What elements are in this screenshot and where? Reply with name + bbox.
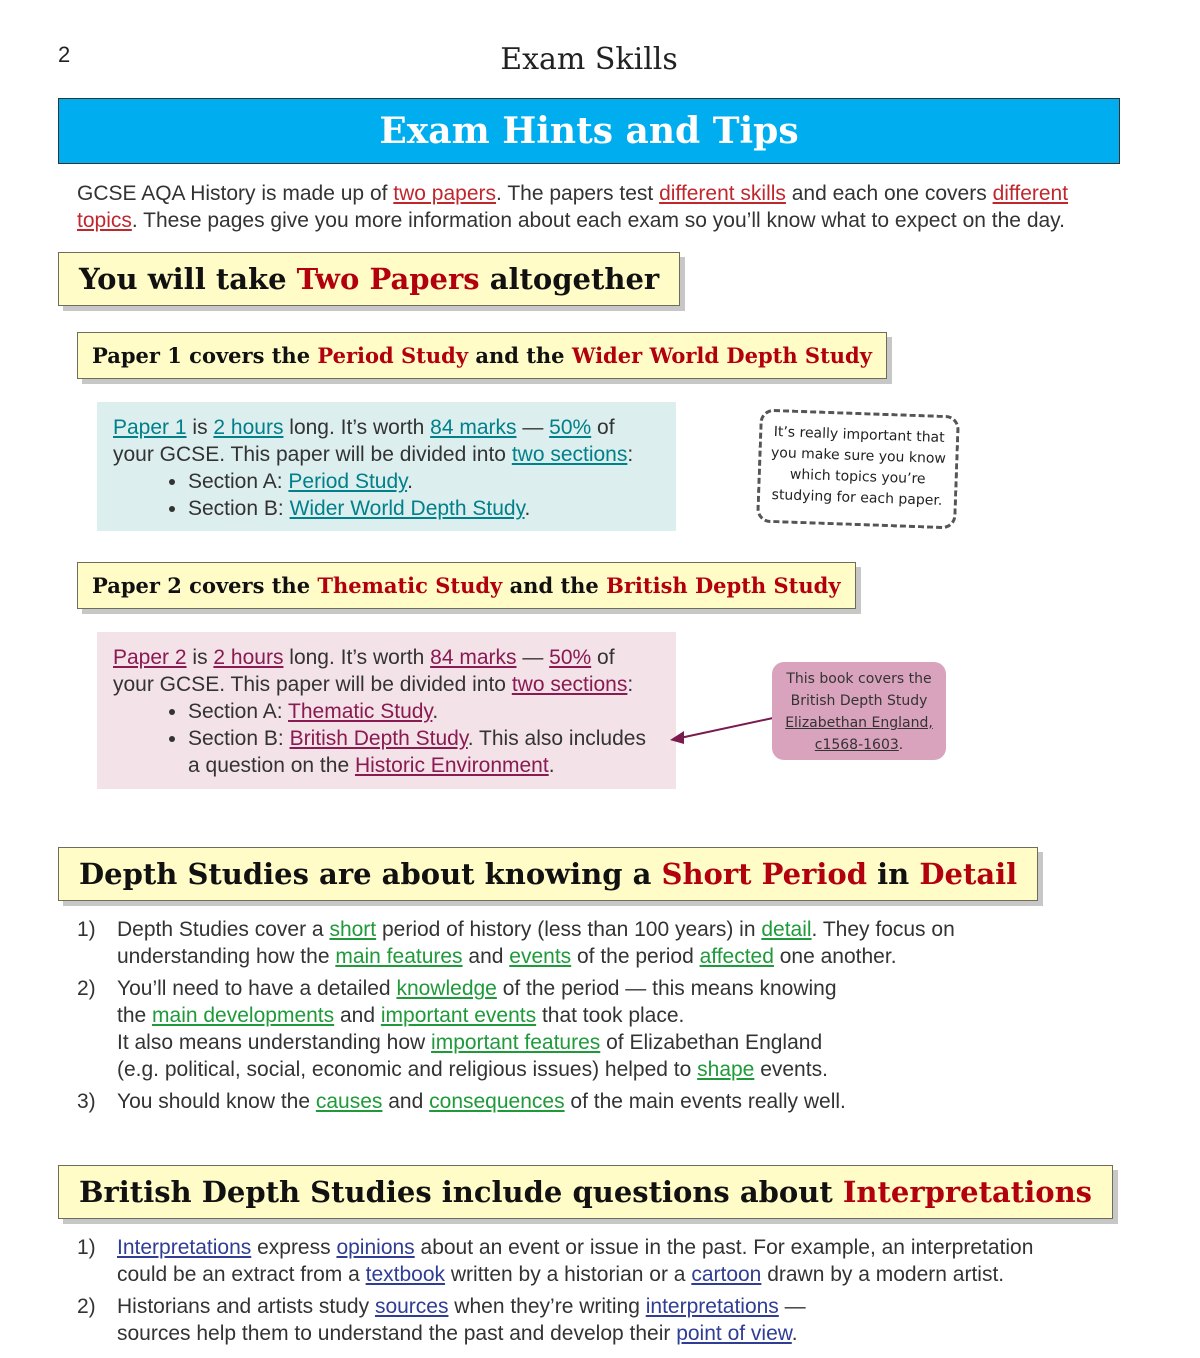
paper-2-sections-list bbox=[113, 698, 660, 779]
heading-text: and the bbox=[468, 343, 572, 368]
list-number: 1) bbox=[77, 918, 96, 941]
body-text: long. It’s worth bbox=[283, 646, 431, 669]
list-number: 2) bbox=[77, 977, 96, 1000]
body-text: of the period — this means knowing the bbox=[117, 977, 837, 1027]
heading-highlight: Thematic Study bbox=[317, 573, 503, 598]
link-different-topics[interactable]: different topics bbox=[77, 182, 1069, 232]
body-text: drawn by a modern artist. bbox=[761, 1263, 1005, 1286]
link-short[interactable]: short bbox=[329, 918, 377, 941]
body-text: that took place. bbox=[536, 1004, 685, 1027]
list-number: 1) bbox=[77, 1236, 96, 1259]
body-text: It also means understanding how bbox=[117, 1031, 432, 1054]
heading-text: Paper 1 covers the bbox=[92, 343, 318, 368]
heading-text: Depth Studies are about knowing a bbox=[79, 857, 662, 891]
link-important-features[interactable]: important features bbox=[431, 1031, 601, 1054]
body-text: Depth Studies cover a bbox=[117, 918, 330, 941]
link-point-of-view[interactable]: point of view bbox=[676, 1322, 792, 1345]
body-text: of the main events really well. bbox=[564, 1090, 846, 1113]
link-interpretations[interactable]: Interpretations bbox=[117, 1236, 252, 1259]
heading-highlight: Period Study bbox=[317, 343, 469, 368]
intro-text: . These pages give you more information about each exam so you’ll know what to expect on the day. bbox=[131, 209, 1065, 232]
link-elizabethan-england[interactable]: Elizabethan England, c1568-1603 bbox=[785, 715, 933, 753]
list-text bbox=[117, 975, 847, 1083]
body-text: Section B: bbox=[188, 497, 290, 520]
body-text: and bbox=[334, 1004, 381, 1027]
body-text: express bbox=[251, 1236, 337, 1259]
link-different-skills[interactable]: different skills bbox=[659, 182, 786, 205]
body-text: of the period bbox=[571, 945, 700, 968]
list-number: 2) bbox=[77, 1295, 96, 1318]
body-text: You should know the bbox=[117, 1090, 316, 1113]
body-text: one another. bbox=[773, 945, 897, 968]
heading-highlight: Detail bbox=[919, 857, 1018, 891]
paper-2-info-panel bbox=[97, 632, 676, 789]
body-text: when they’re writing bbox=[448, 1295, 646, 1318]
note-text: This book covers the British Depth Study bbox=[786, 671, 932, 709]
body-text: . They focus on understanding how the bbox=[117, 918, 955, 968]
paper-1-info-panel bbox=[97, 402, 676, 531]
body-text: . bbox=[432, 700, 439, 723]
link-84-marks[interactable]: 84 marks bbox=[430, 416, 517, 439]
heading-text: British Depth Studies include questions about bbox=[79, 1175, 843, 1209]
intro-text: and each one covers bbox=[785, 182, 993, 205]
topics-tip-note: It’s really important that you make sure you know which topics you’re studying for each paper. bbox=[756, 409, 960, 530]
body-text: Historians and artists study bbox=[117, 1295, 375, 1318]
list-item bbox=[77, 975, 1077, 1083]
body-text: : bbox=[627, 673, 634, 696]
book-coverage-note bbox=[772, 662, 946, 760]
link-textbook[interactable]: textbook bbox=[365, 1263, 446, 1286]
list-item bbox=[188, 725, 660, 779]
list-text bbox=[117, 916, 957, 970]
body-text: — bbox=[516, 646, 550, 669]
link-historic-environment[interactable]: Historic Environment bbox=[354, 754, 549, 777]
body-text: period of history (less than 100 years) in bbox=[376, 918, 762, 941]
interpretations-list bbox=[77, 1234, 1067, 1352]
link-84-marks[interactable]: 84 marks bbox=[430, 646, 517, 669]
link-affected[interactable]: affected bbox=[699, 945, 774, 968]
body-text: and bbox=[382, 1090, 430, 1113]
list-text bbox=[117, 1234, 1067, 1288]
body-text: long. It’s worth bbox=[283, 416, 431, 439]
link-two-sections[interactable]: two sections bbox=[511, 673, 628, 696]
body-text: written by a historian or a bbox=[445, 1263, 692, 1286]
link-2-hours[interactable]: 2 hours bbox=[213, 646, 284, 669]
intro-text: GCSE AQA History is made up of bbox=[77, 182, 394, 205]
link-shape[interactable]: shape bbox=[697, 1058, 755, 1081]
link-sources[interactable]: sources bbox=[374, 1295, 449, 1318]
body-text: . bbox=[548, 754, 555, 777]
link-paper-1[interactable]: Paper 1 bbox=[113, 416, 187, 439]
link-wider-world-depth-study[interactable]: Wider World Depth Study bbox=[289, 497, 525, 520]
link-thematic-study[interactable]: Thematic Study bbox=[288, 700, 433, 723]
heading-depth-studies bbox=[58, 847, 1038, 901]
body-text: of your GCSE. This paper will be divided into bbox=[113, 416, 615, 466]
note-arrow bbox=[660, 700, 780, 750]
link-main-features[interactable]: main features bbox=[335, 945, 463, 968]
link-interpretations-2[interactable]: interpretations bbox=[645, 1295, 779, 1318]
link-two-sections[interactable]: two sections bbox=[511, 443, 628, 466]
depth-studies-list bbox=[77, 916, 1077, 1120]
arrow-head bbox=[670, 731, 684, 744]
paper-1-description bbox=[113, 414, 660, 468]
paper-2-description bbox=[113, 644, 660, 698]
link-paper-2[interactable]: Paper 2 bbox=[113, 646, 187, 669]
list-item bbox=[188, 495, 660, 522]
link-2-hours[interactable]: 2 hours bbox=[213, 416, 284, 439]
list-text bbox=[117, 1293, 877, 1347]
body-text: . bbox=[791, 1322, 798, 1345]
body-text: events. bbox=[754, 1058, 828, 1081]
body-text: You’ll need to have a detailed bbox=[117, 977, 397, 1000]
body-text: is bbox=[186, 646, 214, 669]
list-text bbox=[117, 1088, 1077, 1115]
heading-two-papers bbox=[58, 252, 680, 306]
heading-british-depth-studies bbox=[58, 1165, 1113, 1219]
heading-text: in bbox=[867, 857, 920, 891]
body-text: . bbox=[524, 497, 531, 520]
link-period-study[interactable]: Period Study bbox=[288, 470, 408, 493]
list-item bbox=[188, 468, 660, 495]
note-text: . bbox=[898, 737, 904, 753]
link-50-percent[interactable]: 50% bbox=[549, 646, 592, 669]
heading-paper-2 bbox=[77, 562, 856, 609]
body-text: and bbox=[462, 945, 510, 968]
body-text: of your GCSE. This paper will be divided into bbox=[113, 646, 615, 696]
body-text: is bbox=[186, 416, 214, 439]
heading-text: altogether bbox=[479, 262, 660, 296]
heading-highlight: Two Papers bbox=[296, 262, 480, 296]
heading-highlight: British Depth Study bbox=[606, 573, 841, 598]
page-banner-title: Exam Hints and Tips bbox=[58, 98, 1120, 164]
heading-paper-1 bbox=[77, 332, 887, 379]
body-text: of Elizabethan England (e.g. political, social, economic and religious issues) helped to bbox=[117, 1031, 823, 1081]
page-number: 2 bbox=[58, 42, 71, 67]
link-causes[interactable]: causes bbox=[315, 1090, 383, 1113]
heading-text: and the bbox=[502, 573, 607, 598]
list-item bbox=[77, 1234, 1067, 1288]
list-item bbox=[77, 916, 1077, 970]
heading-highlight: Short Period bbox=[661, 857, 868, 891]
paper-1-sections-list bbox=[113, 468, 660, 522]
body-text: . This also includes a question on the bbox=[188, 727, 646, 777]
link-events[interactable]: events bbox=[509, 945, 572, 968]
heading-highlight: Wider World Depth Study bbox=[571, 343, 872, 368]
intro-text: . The papers test bbox=[496, 182, 660, 205]
link-cartoon[interactable]: cartoon bbox=[691, 1263, 762, 1286]
link-main-developments[interactable]: main developments bbox=[152, 1004, 335, 1027]
link-opinions[interactable]: opinions bbox=[336, 1236, 415, 1259]
list-item bbox=[77, 1293, 1067, 1347]
link-consequences[interactable]: consequences bbox=[429, 1090, 565, 1113]
list-item bbox=[77, 1088, 1077, 1115]
link-detail[interactable]: detail bbox=[761, 918, 812, 941]
list-item bbox=[188, 698, 660, 725]
body-text: Section B: bbox=[188, 727, 290, 750]
heading-highlight: Interpretations bbox=[842, 1175, 1092, 1209]
body-text: Section A: bbox=[188, 700, 289, 723]
link-50-percent[interactable]: 50% bbox=[549, 416, 592, 439]
heading-text: Paper 2 covers the bbox=[92, 573, 318, 598]
link-two-papers[interactable]: two papers bbox=[393, 182, 497, 205]
list-number: 3) bbox=[77, 1090, 96, 1113]
chapter-title: Exam Skills bbox=[500, 42, 678, 77]
body-text: : bbox=[627, 443, 634, 466]
link-british-depth-study[interactable]: British Depth Study bbox=[289, 727, 468, 750]
body-text: . bbox=[407, 470, 413, 493]
body-text: Section A: bbox=[188, 470, 289, 493]
body-text: about an event or issue in the past. For example, an interpretation could be an extract from a bbox=[117, 1236, 1034, 1286]
arrow-line bbox=[680, 718, 773, 738]
body-text: sources help them to understand the past and develop their bbox=[117, 1322, 677, 1345]
link-knowledge[interactable]: knowledge bbox=[396, 977, 497, 1000]
body-text: — bbox=[516, 416, 550, 439]
heading-text: You will take bbox=[79, 262, 297, 296]
intro-paragraph bbox=[77, 180, 1117, 234]
body-text: — bbox=[778, 1295, 806, 1318]
link-important-events[interactable]: important events bbox=[380, 1004, 537, 1027]
